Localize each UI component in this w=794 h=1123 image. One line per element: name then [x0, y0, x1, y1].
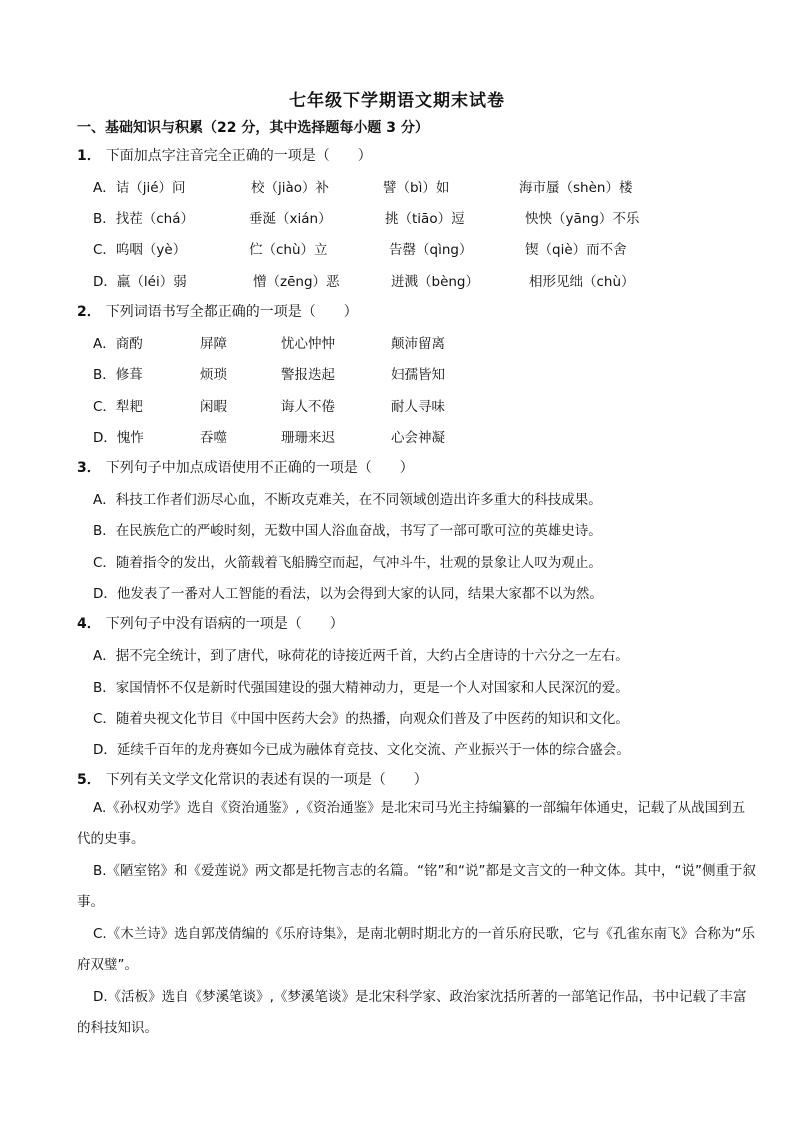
question-3-stem [77, 457, 414, 477]
option-cell: 妇孺皆知 [391, 367, 445, 383]
option-row-a [93, 176, 743, 196]
option-cell: A．诘（jié）问 [93, 180, 186, 196]
option-cell: 烦琐 [200, 367, 227, 383]
page-title: 七年级下学期语文期末试卷 [289, 91, 505, 111]
option-cell: D．愧怍 [93, 430, 144, 446]
question-number: 3． [77, 460, 101, 476]
option-cell: 颠沛留离 [391, 336, 445, 352]
question-text: 下面加点字注音完全正确的一项是（ ） [105, 148, 372, 164]
option-line-c: C．随着央视文化节目《中国中医药大会》的热播，向观众们普及了中医药的知识和文化。 [93, 711, 629, 727]
option-cell: 闲暇 [200, 399, 227, 415]
option-line-d: D．延续千百年的龙舟赛如今已成为融体育竞技、文化交流、产业振兴于一体的综合盛会。 [93, 742, 630, 758]
option-cell: 海市蜃（shèn）楼 [519, 180, 633, 196]
question-2-stem [77, 301, 358, 321]
option-cell: 相形见绌（chù） [529, 274, 635, 290]
option-para-a: A.《孙权劝学》选自《资治通鉴》,《资治通鉴》是北宋司马光主持编纂的一部编年体通史，记载了从战国到五代的史事。 [77, 800, 746, 847]
option-para-c: C.《木兰诗》选自郭茂倩编的《乐府诗集》，是南北朝时期北方的一首乐府民歌，它与《孔雀东南飞》合称为“乐府双璧”。 [77, 926, 755, 973]
option-cell: 譬（bì）如 [383, 180, 450, 196]
option-cell: 锲（qiè）而不舍 [525, 242, 627, 258]
option-cell: 屏障 [200, 336, 227, 352]
option-cell: B．修葺 [93, 367, 143, 383]
option-cell: 吞噬 [200, 430, 227, 446]
question-4-stem [77, 613, 344, 633]
option-row-b [93, 207, 743, 227]
question-5-stem [77, 769, 428, 789]
option-cell: D．羸（léi）弱 [93, 274, 187, 290]
option-cell: 憎（zēng）恶 [253, 274, 340, 290]
question-text: 下列句子中加点成语使用不正确的一项是（ ） [105, 460, 414, 476]
option-line-b: B．家国情怀不仅是新时代强国建设的强大精神动力，更是一个人对国家和人民深沉的爱。 [93, 680, 629, 696]
option-cell: 警报迭起 [281, 367, 335, 383]
option-para-d: D.《活板》选自《梦溪笔谈》,《梦溪笔谈》是北宋科学家、政治家沈括所著的一部笔记作品，书中记载了丰富的科技知识。 [77, 989, 747, 1036]
option-cell: 告罄（qìng） [389, 242, 473, 258]
option-cell: C．呜咽（yè） [93, 242, 187, 258]
option-row-c [93, 238, 743, 258]
option-cell: 耐人寻味 [391, 399, 445, 415]
option-cell: 诲人不倦 [281, 399, 335, 415]
question-text: 下列词语书写全都正确的一项是（ ） [105, 304, 358, 320]
question-number: 1． [77, 148, 101, 164]
option-row-b [93, 363, 743, 383]
option-cell: B．找茬（chá） [93, 211, 195, 227]
option-row-d [93, 270, 743, 290]
question-number: 5． [77, 772, 101, 788]
option-line-d: D．他发表了一番对人工智能的看法，以为会得到大家的认同，结果大家都不以为然。 [93, 586, 603, 602]
option-row-d [93, 426, 743, 446]
option-line-c: C．随着指令的发出，火箭载着飞船腾空而起，气冲斗牛，壮观的景象让人叹为观止。 [93, 555, 602, 571]
option-cell: C．犁耙 [93, 399, 143, 415]
option-cell: 伫（chù）立 [249, 242, 328, 258]
option-line-a: A．据不完全统计，到了唐代，咏荷花的诗接近两千首，大约占全唐诗的十六分之一左右。 [93, 648, 629, 664]
option-line-a: A．科技工作者们沥尽心血，不断攻克难关，在不同领域创造出许多重大的科技成果。 [93, 492, 602, 508]
option-cell: 迸溅（bèng） [391, 274, 480, 290]
option-cell: 怏怏（yāng）不乐 [525, 211, 640, 227]
option-para-b: B.《陋室铭》和《爱莲说》两文都是托物言志的名篇。“铭”和“说”都是文言文的一种文体。其中，“说”侧重于叙事。 [77, 863, 757, 910]
option-cell: 垂涎（xián） [249, 211, 332, 227]
option-cell: A．商酌 [93, 336, 143, 352]
question-number: 2． [77, 304, 101, 320]
option-cell: 心会神凝 [391, 430, 445, 446]
option-cell: 忧心忡忡 [281, 336, 335, 352]
option-cell: 挑（tiāo）逗 [385, 211, 465, 227]
option-row-c [93, 395, 743, 415]
option-row-a [93, 332, 743, 352]
question-text: 下列有关文学文化常识的表述有误的一项是（ ） [105, 772, 428, 788]
question-text: 下列句子中没有语病的一项是（ ） [105, 616, 344, 632]
question-number: 4． [77, 616, 101, 632]
question-1-stem [77, 145, 372, 165]
option-cell: 校（jiào）补 [251, 180, 330, 196]
option-cell: 珊珊来迟 [281, 430, 335, 446]
option-line-b: B．在民族危亡的严峻时刻，无数中国人浴血奋战，书写了一部可歌可泣的英雄史诗。 [93, 523, 602, 539]
section-heading: 一、基础知识与积累（22 分，其中选择题每小题 3 分） [77, 120, 429, 136]
